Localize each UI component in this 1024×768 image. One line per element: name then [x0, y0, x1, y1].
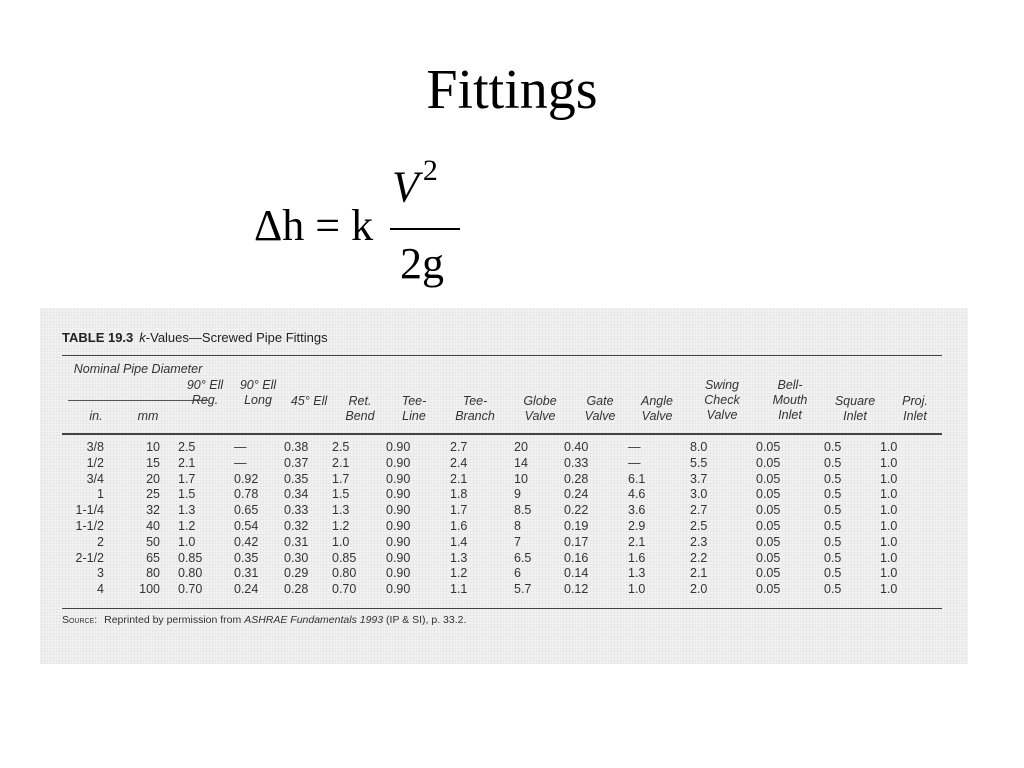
table-cell: 0.70 — [332, 582, 357, 597]
table-cell: 1.0 — [880, 582, 898, 597]
table-cell: 1.2 — [450, 566, 468, 581]
header-gate-valve: Gate Valve — [584, 394, 616, 423]
table-cell: 1.0 — [880, 455, 898, 470]
table-cell: 0.05 — [756, 487, 781, 502]
table-cell: 0.31 — [284, 534, 309, 549]
formula-numerator-exponent: 2 — [422, 154, 438, 187]
table-cell: 2.1 — [178, 455, 196, 470]
table-cell: 7 — [514, 534, 521, 549]
table-cell: 0.05 — [756, 503, 781, 518]
table-cell: 80 — [146, 566, 160, 581]
table-cell: 2.1 — [450, 471, 468, 486]
table-cell: 0.05 — [756, 471, 781, 486]
table-cell: 0.90 — [386, 440, 411, 454]
formula-numerator-var: V — [392, 162, 419, 212]
table-cell: 0.05 — [756, 582, 781, 597]
table-cell: 1.0 — [880, 440, 898, 454]
table-cell: 100 — [139, 582, 160, 597]
table-cell: 0.90 — [386, 487, 411, 502]
table-cell: 0.80 — [178, 566, 203, 581]
table-cell: — — [628, 440, 641, 454]
table-cell: 3/8 — [86, 440, 104, 454]
header-mm: mm — [137, 409, 159, 423]
table-cell: — — [234, 455, 247, 470]
table-cell: 5.7 — [514, 582, 532, 597]
table-cell: 0.5 — [824, 582, 842, 597]
table-cell: 0.30 — [284, 550, 309, 565]
table-cell: 0.85 — [332, 550, 357, 565]
table-cell: 1.6 — [628, 550, 646, 565]
table-cell: 2.0 — [690, 582, 708, 597]
table-cell: 0.5 — [824, 471, 842, 486]
table-cell: 50 — [146, 534, 160, 549]
table-cell: — — [628, 455, 641, 470]
table-cell: 1.1 — [450, 582, 468, 597]
table-cell: 0.35 — [234, 550, 259, 565]
table-cell: 1.0 — [880, 471, 898, 486]
table-cell: 2.1 — [332, 455, 350, 470]
table-cell: 0.35 — [284, 471, 309, 486]
table-cell: 3.0 — [690, 487, 708, 502]
table-cell: 1.5 — [332, 487, 350, 502]
table-cell: 2.7 — [690, 503, 708, 518]
table-cell: 1.7 — [450, 503, 468, 518]
table-cell: 9 — [514, 487, 521, 502]
table-cell: 2.3 — [690, 534, 708, 549]
formula-lhs: Δh = k — [254, 201, 374, 250]
table-row — [62, 519, 914, 535]
table-cell: 0.16 — [564, 550, 589, 565]
header-ret-bend: Ret. Bend — [345, 394, 375, 423]
table-cell: 2.5 — [178, 440, 196, 454]
table-cell: 1.3 — [178, 503, 196, 518]
source-book: ASHRAE Fundamentals 1993 — [244, 614, 384, 626]
table-cell: 0.05 — [756, 566, 781, 581]
table-row — [62, 582, 914, 598]
table-cell: 1.7 — [332, 471, 350, 486]
table-cell: 6.5 — [514, 550, 532, 565]
table-cell: 0.05 — [756, 534, 781, 549]
table-cell: 20 — [514, 440, 528, 454]
table-top-rule — [62, 355, 942, 356]
table-row — [62, 456, 914, 472]
table-cell: 0.40 — [564, 440, 589, 454]
table-cell: 8.5 — [514, 503, 532, 518]
table-cell: 1.7 — [178, 471, 196, 486]
header-tee-line: Tee- Line — [401, 394, 427, 423]
table-cell: 0.5 — [824, 487, 842, 502]
table-cell: 1.4 — [450, 534, 468, 549]
header-angle-valve: Angle Valve — [641, 394, 673, 423]
head-loss-formula — [254, 154, 484, 290]
table-cell: 0.29 — [284, 566, 309, 581]
table-cell: 0.70 — [178, 582, 203, 597]
table-cell: 2-1/2 — [75, 550, 104, 565]
table-cell: 3/4 — [86, 471, 104, 486]
source-text-b: (IP & SI), p. 33.2. — [386, 614, 467, 626]
table-row — [62, 535, 914, 551]
table-cell: 2.5 — [690, 518, 708, 533]
table-source-note — [62, 614, 466, 626]
table-row — [62, 487, 914, 503]
table-cell: 0.92 — [234, 471, 259, 486]
table-cell: 0.05 — [756, 455, 781, 470]
scanned-table-image — [40, 308, 968, 664]
table-cell: 8 — [514, 518, 521, 533]
table-cell: 1.0 — [628, 582, 646, 597]
table-cell: 0.80 — [332, 566, 357, 581]
table-cell: 0.90 — [386, 566, 411, 581]
table-cell: 1.3 — [628, 566, 646, 581]
table-cell: 0.28 — [284, 582, 309, 597]
table-cell: 25 — [146, 487, 160, 502]
table-cell: 32 — [146, 503, 160, 518]
table-cell: 1/2 — [86, 455, 104, 470]
table-cell: 0.24 — [234, 582, 259, 597]
table-cell: 0.32 — [284, 518, 309, 533]
table-cell: 1.0 — [178, 534, 196, 549]
table-cell: 1.6 — [450, 518, 468, 533]
table-cell: 1.3 — [332, 503, 350, 518]
table-cell: 0.90 — [386, 582, 411, 597]
table-cell: 0.42 — [234, 534, 259, 549]
table-cell: 3.7 — [690, 471, 708, 486]
table-cell: 10 — [146, 440, 160, 454]
table-cell: 0.17 — [564, 534, 589, 549]
table-cell: 0.12 — [564, 582, 589, 597]
table-cell: 0.5 — [824, 455, 842, 470]
table-cell: 8.0 — [690, 440, 708, 454]
table-cell: — — [234, 440, 247, 454]
table-row — [62, 551, 914, 567]
table-cell: 0.90 — [386, 471, 411, 486]
header-45-ell: 45° Ell — [290, 394, 328, 408]
table-cell: 0.31 — [234, 566, 259, 581]
table-cell: 2.7 — [450, 440, 468, 454]
table-cell: 1.0 — [880, 503, 898, 518]
table-cell: 0.37 — [284, 455, 309, 470]
table-cell: 1-1/2 — [75, 518, 104, 533]
table-cell: 65 — [146, 550, 160, 565]
table-cell: 0.90 — [386, 455, 411, 470]
table-number: TABLE 19.3 — [62, 330, 134, 345]
table-cell: 2.2 — [690, 550, 708, 565]
table-cell: 1.0 — [880, 566, 898, 581]
table-cell: 1.0 — [880, 487, 898, 502]
source-text-a: Reprinted by permission from — [104, 614, 242, 626]
table-title-k: k — [139, 330, 146, 345]
table-cell: 1.2 — [332, 518, 350, 533]
table-cell: 0.5 — [824, 534, 842, 549]
table-cell: 6 — [514, 566, 521, 581]
table-cell: 0.19 — [564, 518, 589, 533]
table-cell: 0.90 — [386, 518, 411, 533]
table-cell: 2 — [97, 534, 104, 549]
table-cell: 1.0 — [880, 518, 898, 533]
table-cell: 0.05 — [756, 440, 781, 454]
table-cell: 1.2 — [178, 518, 196, 533]
table-cell: 1.5 — [178, 487, 196, 502]
table-cell: 0.5 — [824, 440, 842, 454]
table-title: -Values—Screwed Pipe Fittings — [145, 330, 328, 345]
table-cell: 0.54 — [234, 518, 259, 533]
header-proj-inlet: Proj. Inlet — [902, 394, 928, 423]
table-cell: 1 — [97, 487, 104, 502]
formula-numerator — [392, 154, 438, 213]
table-cell: 0.22 — [564, 503, 589, 518]
table-cell: 2.5 — [332, 440, 350, 454]
table-cell: 20 — [146, 471, 160, 486]
table-cell: 14 — [514, 455, 528, 470]
table-cell: 5.5 — [690, 455, 708, 470]
table-row — [62, 440, 914, 456]
formula-fraction-bar — [390, 228, 460, 230]
table-cell: 3.6 — [628, 503, 646, 518]
table-cell: 0.5 — [824, 550, 842, 565]
table-cell: 0.24 — [564, 487, 589, 502]
table-cell: 2.1 — [690, 566, 708, 581]
table-bottom-rule — [62, 608, 942, 609]
header-90-ell-reg: 90° Ell Reg. — [186, 378, 224, 407]
table-header-rule — [62, 433, 942, 435]
header-in: in. — [89, 409, 103, 423]
table-cell: 0.78 — [234, 487, 259, 502]
table-cell: 1.3 — [450, 550, 468, 565]
header-swing-check-valve: Swing Check Valve — [704, 378, 740, 422]
table-cell: 1.8 — [450, 487, 468, 502]
table-cell: 0.5 — [824, 518, 842, 533]
table-row — [62, 472, 914, 488]
table-cell: 6.1 — [628, 471, 646, 486]
table-cell: 1.0 — [880, 534, 898, 549]
table-cell: 0.34 — [284, 487, 309, 502]
table-cell: 0.5 — [824, 566, 842, 581]
table-row — [62, 503, 914, 519]
table-cell: 0.05 — [756, 518, 781, 533]
table-cell: 10 — [514, 471, 528, 486]
table-cell: 1.0 — [332, 534, 350, 549]
table-cell: 2.1 — [628, 534, 646, 549]
header-bell-mouth-inlet: Bell- Mouth Inlet — [772, 378, 808, 422]
table-cell: 15 — [146, 455, 160, 470]
table-cell: 0.90 — [386, 503, 411, 518]
table-cell: 2.9 — [628, 518, 646, 533]
table-cell: 0.90 — [386, 534, 411, 549]
table-cell: 0.28 — [564, 471, 589, 486]
slide-title: Fittings — [426, 59, 598, 121]
header-90-ell-long: 90° Ell Long — [239, 378, 277, 407]
header-nominal-pipe-diameter: Nominal Pipe Diameter — [73, 362, 203, 376]
table-cell: 1.0 — [880, 550, 898, 565]
table-cell: 4 — [97, 582, 104, 597]
table-cell: 0.5 — [824, 503, 842, 518]
table-cell: 2.4 — [450, 455, 468, 470]
k-values-table — [62, 440, 914, 598]
table-cell: 0.14 — [564, 566, 589, 581]
table-cell: 0.65 — [234, 503, 259, 518]
header-tee-branch: Tee- Branch — [455, 394, 495, 423]
table-cell: 0.85 — [178, 550, 203, 565]
table-cell: 3 — [97, 566, 104, 581]
table-cell: 0.33 — [284, 503, 309, 518]
table-caption — [62, 330, 328, 345]
header-globe-valve: Globe Valve — [523, 394, 557, 423]
table-cell: 1-1/4 — [75, 503, 104, 518]
source-label: Source: — [62, 614, 98, 626]
table-cell: 4.6 — [628, 487, 646, 502]
table-cell: 0.38 — [284, 440, 309, 454]
table-cell: 0.33 — [564, 455, 589, 470]
formula-denominator: 2g — [400, 239, 444, 288]
table-cell: 40 — [146, 518, 160, 533]
header-square-inlet: Square Inlet — [834, 394, 876, 423]
table-cell: 0.90 — [386, 550, 411, 565]
table-row — [62, 566, 914, 582]
table-cell: 0.05 — [756, 550, 781, 565]
